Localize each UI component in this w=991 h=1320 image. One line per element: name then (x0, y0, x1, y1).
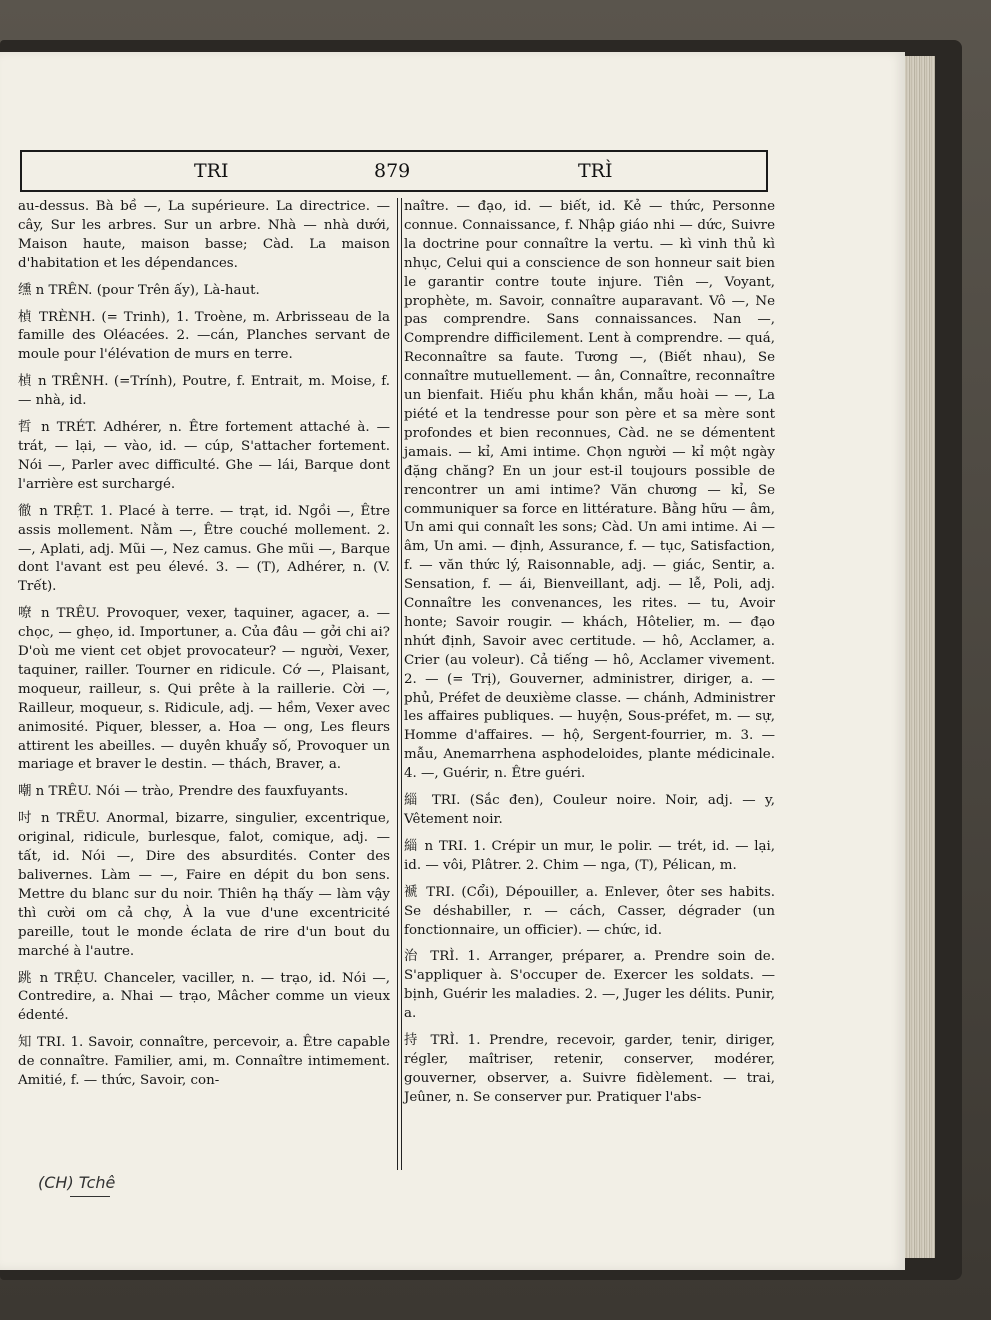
entry-treu-2: 嘲 n TRÊU. Nói — trào, Prendre des fauxfuyants. (18, 784, 349, 800)
page-edges (905, 56, 935, 1258)
handwritten-signature: (CH) Tchê (38, 1173, 116, 1192)
left-column (18, 198, 390, 1091)
page-number: 879 (374, 160, 411, 182)
entry-tri-black: 緇 TRI. (Sắc đen), Couleur noire. Noir, adj. — y, Vêtement noir. (404, 793, 775, 827)
entry-tri-plaster: 緇 n TRI. 1. Crépir un mur, le polir. — trét, id. — lại, id. — vôi, Plâtrer. 2. Chim — nga, (T), Pélican, m. (404, 838, 775, 873)
entry-tri: 知 TRI. 1. Savoir, connaître, percevoir, a. Être capable de connaître. Familier, ami, m. Connaître intimement. Amitié, f. — thức, Savoir, con- (18, 1035, 390, 1089)
entry-tri-continued: naître. — đạo, id. — biết, id. Kẻ — thức, Personne connue. Connaissance, f. Nhập giáo nhi — dức, Suivre la doctrine pour connaître la vertu. — kì vinh thủ kì nhục, Celui qui a conscience de son honneur sait bien le garantir contre toute injure. Tiên —, Voyant, prophète, m. Savoir, connaître auparavant. Vô —, Ne pas comprendre. Sans connaissances. Nan —, Comprendre difficilement. Lent à comprendre. — quá, Reconnaître sa faute. Tương —, (Biết nhau), Se connaître mutuellement. — ân, Connaître, reconnaître un bienfait. Hiếu phu khắn khắn, mẫu hoài — —, La piété et la tendresse pour son père et sa mère sont profondes et bien reconnues, Càd. ne se démentent jamais. — kỉ, Ami intime. Chọn người — kỉ một ngày đặng chăng? En un jour est-il toujours possible de rencontrer un ami intime? Văn chương — kỉ, Se communiquer sa force en littérature. Bằng hữu — âm, Un ami qui connaît les sons; Càd. Un ami intime. Ai — âm, Un ami. — định, Assurance, f. — tục, Satisfaction, f. — văn thức lý, Raisonnable, adj. — giác, Sentir, a. Sensation, f. — ái, Bienveillant, adj. — lễ, Poli, adj. Connaître les convenances, les rites. — tu, Avoir honte; Savoir rougir. — khách, Hôtelier, m. — đạo nhứt định, Savoir avec certitude. — hô, Acclamer, a. Crier (au voleur). Cả tiếng — hô, Acclamer vivement. 2. — (= Trị), Gouverner, administrer, diriger, a. — phủ, Préfet de deuxième classe. — chánh, Administrer les affaires publiques. — huyện, Sous-préfet, m. — sự, Homme d'affaires. — hộ, Sergent-fourrier, m. 3. — mẫu, Anemarrhena asphodeloides, plante médicinale. 4. —, Guérir, n. Être guéri. (404, 199, 775, 782)
entry-tri-take: 持 TRÌ. 1. Prendre, recevoir, garder, tenir, diriger, régler, maîtriser, retenir, conserver, modérer, gouverner, observer, a. Suivre fidèlement. — trai, Jeûner, n. Se conserver pur. Pratiquer l'abs- (404, 1033, 775, 1105)
right-column (404, 198, 775, 1108)
entry-tri-arrange: 治 TRÌ. 1. Arranger, préparer, a. Prendre soin de. S'appliquer à. S'occuper de. Exercer les soldats. — bịnh, Guérir les maladies. 2. —, Juger les délits. Punir, a. (404, 949, 775, 1022)
entry-tren: 𫄸 n TRÊN. (pour Trên ấy), Là-haut. (18, 282, 260, 298)
entry-tret-2: 徹 n TRỆT. 1. Placé à terre. — trạt, id. Ngồi —, Être assis mollement. Nằm —, Être couché mollement. 2. —, Aplati, adj. Mũi —, Nez camus. Ghe mũi —, Barque dont l'avant est peu élevé. 3. — (T), Adhérer, n. (V. Trết). (18, 503, 390, 595)
entry-trenh-2: 楨 n TRÊNH. (=Trính), Poutre, f. Entrait, m. Moise, f. — nhà, id. (18, 374, 390, 409)
entry-trenh: 楨 TRÈNH. (= Trinh), 1. Troène, m. Arbrisseau de la famille des Oléacées. 2. —cán, Planches servant de moule pour l'élévation de murs en terre. (18, 309, 390, 363)
entry-tret: 哲 n TRÉT. Adhérer, n. Être fortement attaché à. — trát, — lại, — vào, id. — cúp, S'attacher fortement. Nói —, Parler avec difficulté. Ghe — lái, Barque dont l'arrière est surchargé. (18, 420, 390, 492)
header-right-word: TRÌ (578, 160, 613, 182)
entry-treu-3: 吋 n TRẼU. Anormal, bizarre, singulier, excentrique, original, ridicule, burlesque, falot, comique, adj. — tất, id. Nói —, Dire des absurdités. Conter des balivernes. Làm — —, Faire en dépit du bon sens. Mettre du blanc sur du noir. Thiên hạ thấy — làm vậy thì cười om cả chợ, À la vue d'une excentricité pareille, tout le monde éclata de rire d'un bout du marché à l'autre. (18, 811, 390, 959)
entry-tri-undress: 褫 TRI. (Cổi), Dépouiller, a. Enlever, ôter ses habits. Se déshabiller, r. — cách, Casser, dégrader (un fonctionnaire, un officier). — chức, id. (404, 884, 775, 938)
column-divider (397, 198, 402, 1170)
page-header (20, 150, 768, 192)
entry-treu-4: 跳 n TRỆU. Chanceler, vaciller, n. — trạo, id. Nói —, Contredire, a. Nhai — trạo, Mâcher comme un vieux édenté. (18, 970, 390, 1024)
signature-underline (70, 1196, 110, 1197)
entry-continuation: au-dessus. Bà bề —, La supérieure. La directrice. — cây, Sur les arbres. Sur un arbre. Nhà — nhà dưới, Maison haute, maison basse; Càd. La maison d'habitation et les dépendances. (18, 199, 390, 271)
header-left-word: TRI (194, 160, 229, 182)
entry-treu: 嘹 n TRÊU. Provoquer, vexer, taquiner, agacer, a. — chọc, — ghẹo, id. Importuner, a. Của đâu — gởi chi ai? D'où me vient cet objet provocateur? — người, Vexer, taquiner, railler. Tourner en ridicule. Cớ —, Plaisant, moqueur, railleur, s. Qui prête à la raillerie. Cời —, Railleur, moqueur, s. Ridicule, adj. — hềm, Vexer avec animosité. Piquer, blesser, a. Hoa — ong, Les fleurs attirent les abeilles. — duyên khuẩy số, Provoquer un mariage et braver le destin. — thách, Braver, a. (18, 606, 390, 773)
